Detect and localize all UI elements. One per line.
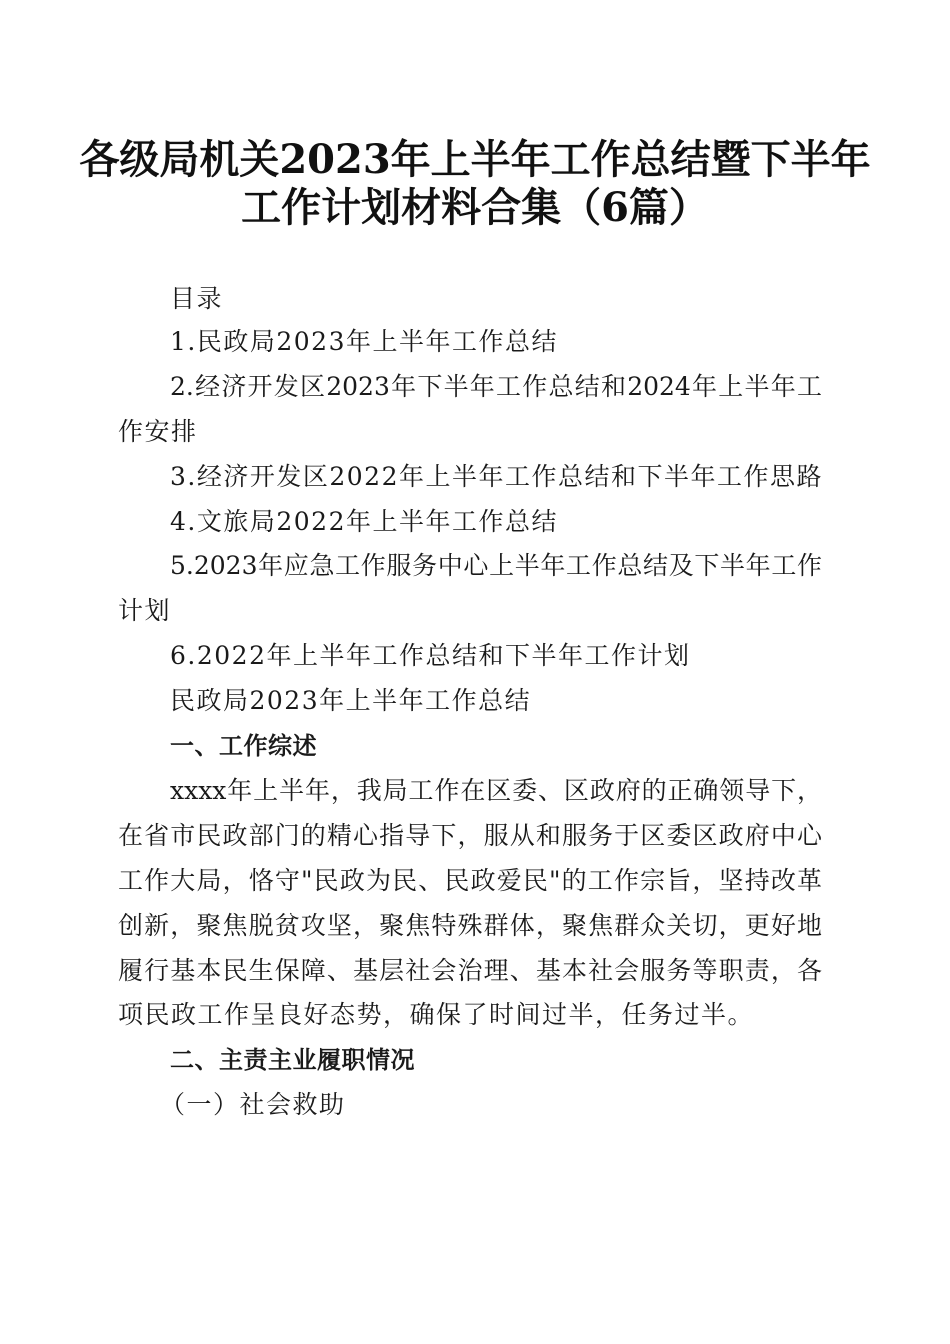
section-1-line-3: 工作大局，恪守"民政为民、民政爱民"的工作宗旨，坚持改革 (118, 866, 822, 895)
toc-item-1: 1.民政局2023年上半年工作总结 (170, 327, 558, 356)
toc-item-5-continued: 计划 (118, 596, 172, 625)
toc-heading: 目录 (170, 284, 224, 313)
toc-item-4: 4.文旅局2022年上半年工作总结 (170, 507, 558, 536)
section-1-heading: 一、工作综述 (170, 732, 317, 760)
toc-item-6: 6.2022年上半年工作总结和下半年工作计划 (170, 641, 691, 670)
section-1-line-5: 履行基本民生保障、基层社会治理、基本社会服务等职责，各 (118, 956, 822, 985)
toc-item-5: 5.2023年应急工作服务中心上半年工作总结及下半年工作 (170, 551, 822, 580)
section-1-line-1: xxxx年上半年，我局工作在区委、区政府的正确领导下， (170, 776, 822, 805)
doc-title: 民政局2023年上半年工作总结 (170, 686, 532, 715)
section-2-heading: 二、主责主业履职情况 (170, 1046, 415, 1074)
toc-item-2: 2.经济开发区2023年下半年工作总结和2024年上半年工 (170, 372, 822, 401)
document-title-line-1: 各级局机关2023年上半年工作总结暨下半年 (79, 136, 871, 183)
section-1-line-4: 创新，聚焦脱贫攻坚，聚焦特殊群体，聚焦群众关切，更好地 (118, 911, 822, 940)
toc-item-3: 3.经济开发区2022年上半年工作总结和下半年工作思路 (170, 462, 823, 491)
document-title-line-2: 工作计划材料合集（6篇） (241, 184, 709, 231)
subsection-1-heading: （一）社会救助 (160, 1090, 346, 1119)
toc-item-2-continued: 作安排 (118, 417, 198, 446)
section-1-line-2: 在省市民政部门的精心指导下，服从和服务于区委区政府中心 (118, 821, 822, 850)
section-1-line-6: 项民政工作呈良好态势，确保了时间过半，任务过半。 (118, 1000, 755, 1029)
